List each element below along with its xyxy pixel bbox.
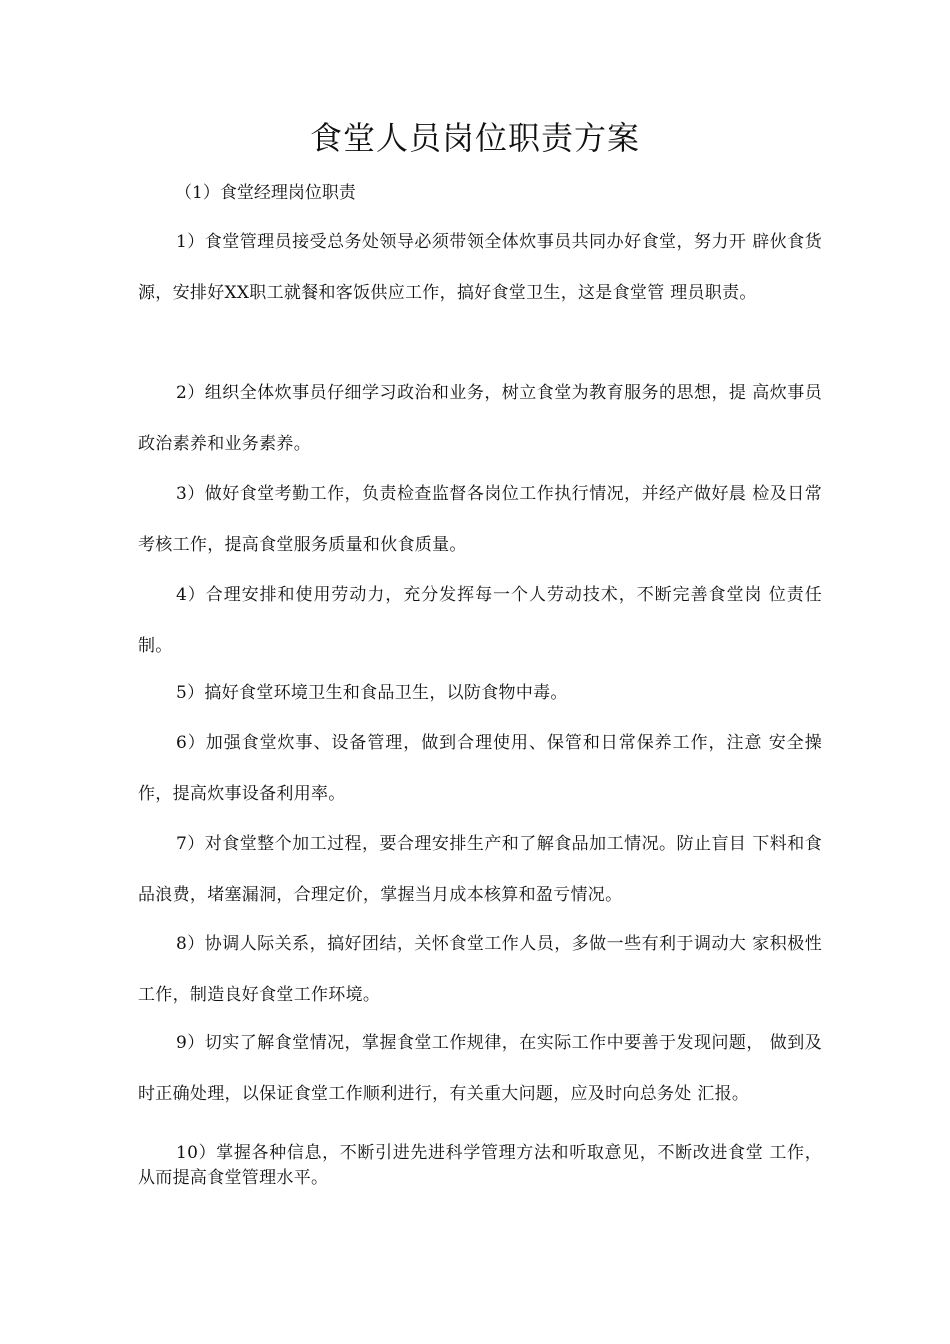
paragraph-6: 6）加强食堂炊事、设备管理，做到合理使用、保管和日常保养工作，注意 安全操作，提高炊事设备利用率。 [138, 733, 822, 804]
paragraph-5: 5）搞好食堂环境卫生和食品卫生，以防食物中毒。 [176, 683, 568, 703]
paragraph-8: 8）协调人际关系，搞好团结，关怀食堂工作人员，多做一些有利于调动大 家积极性工作，制造良好食堂工作环境。 [138, 934, 822, 1005]
document-title: 食堂人员岗位职责方案 [309, 119, 640, 157]
paragraph-4: 4）合理安排和使用劳动力，充分发挥每一个人劳动技术，不断完善食堂岗 位责任制。 [138, 585, 822, 656]
paragraph-9: 9）切实了解食堂情况，掌握食堂工作规律，在实际工作中要善于发现问题， 做到及时正确处理，以保证食堂工作顺利进行，有关重大问题，应及时向总务处 汇报。 [138, 1033, 822, 1104]
paragraph-10: 10）掌握各种信息，不断引进先进科学管理方法和听取意见，不断改进食堂 工作，从而提高食堂管理水平。 [138, 1143, 822, 1188]
paragraph-3: 3）做好食堂考勤工作，负责检查监督各岗位工作执行情况，并经产做好晨 检及日常考核工作，提高食堂服务质量和伙食质量。 [138, 484, 822, 555]
section-heading: （1）食堂经理岗位职责 [175, 183, 356, 203]
paragraph-2: 2）组织全体炊事员仔细学习政治和业务，树立食堂为教育服务的思想，提 高炊事员政治素养和业务素养。 [138, 383, 822, 454]
paragraph-7: 7）对食堂整个加工过程，要合理安排生产和了解食品加工情况。防止盲目 下料和食品浪费，堵塞漏洞，合理定价，掌握当月成本核算和盈亏情况。 [138, 834, 822, 905]
paragraph-1: 1）食堂管理员接受总务处领导必须带领全体炊事员共同办好食堂，努力开 辟伙食货源，安排好XX职工就餐和客饭供应工作，搞好食堂卫生，这是食堂管 理员职责。 [138, 232, 822, 303]
